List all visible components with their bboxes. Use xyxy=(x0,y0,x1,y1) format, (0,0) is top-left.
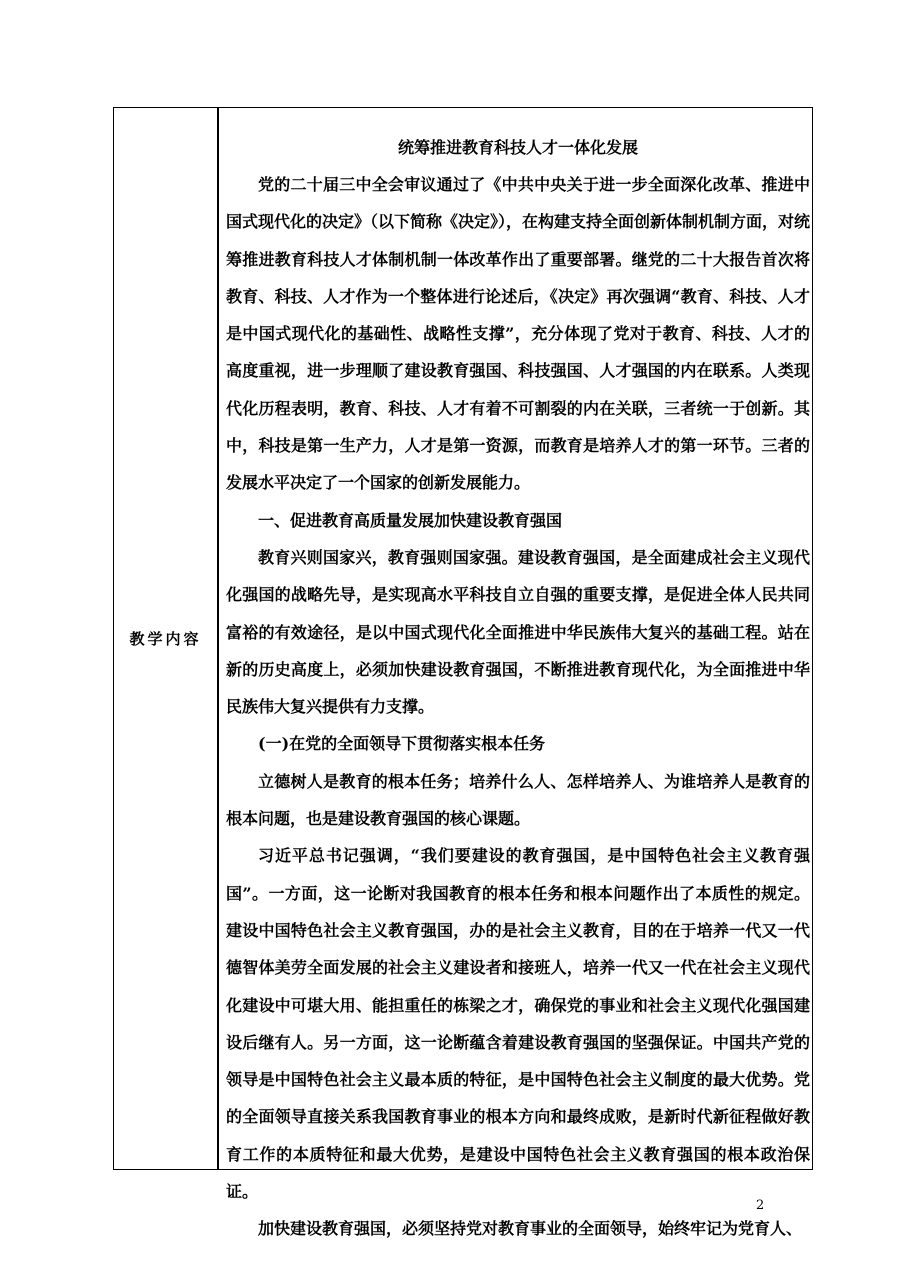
label-cell xyxy=(114,108,217,1169)
column-divider xyxy=(217,108,219,1169)
paragraph-fundamental-task: 立德树人是教育的根本任务；培养什么人、怎样培养人、为谁培养人是教育的根本问题，也是建设教育强国的核心课题。 xyxy=(226,771,810,829)
paragraph-xi-quote: 习近平总书记强调，“我们要建设的教育强国，是中国特色社会主义教育强国”。一方面，这一论断对我国教育的根本任务和根本问题作出了本质性的规定。建设中国特色社会主义教育强国，办的是社会主义教育，目的在于培养一代又一代德智体美劳全面发展的社会主义建设者和接班人，培养一代又一代在社会主义现代化建设中可堪大用、能担重任的栋梁之才，确保党的事业和社会主义现代化强国建设后继有人。另一方面，这一论断蕴含着建设教育强国的坚强保证。中国共产党的领导是中国特色社会主义最本质的特征，是中国特色社会主义制度的最大优势。党的全面领导直接关系我国教育事业的根本方向和最终成败，是新时代新征程做好教育工作的本质特征和最大优势，是建设中国特色社会主义教育强国的根本政治保证。 xyxy=(226,846,810,1202)
lesson-table xyxy=(113,107,813,1239)
paragraph-education-power: 教育兴则国家兴，教育强则国家强。建设教育强国，是全面建成社会主义现代化强国的战略先导，是实现高水平科技自立自强的重要支撑，是促进全体人民共同富裕的有效途径，是以中国式现代化全面推进中华民族伟大复兴的基础工程。站在新的历史高度上，必须加快建设教育强国，不断推进教育现代化，为全面推进中华民族伟大复兴提供有力支撑。 xyxy=(226,547,810,717)
section-heading-1: 一、促进教育高质量发展加快建设教育强国 xyxy=(258,510,563,530)
content-cell xyxy=(226,130,810,1248)
row-label: 教学内容 xyxy=(129,630,202,648)
article-title: 统筹推进教育科技人才一体化发展 xyxy=(397,138,638,157)
subsection-heading-1: (一)在党的全面领导下贯彻落实根本任务 xyxy=(258,734,546,754)
paragraph-party-leadership: 加快建设教育强国，必须坚持党对教育事业的全面领导，始终牢记为党育人、 xyxy=(258,1219,803,1239)
paragraph-intro: 党的二十届三中全会审议通过了《中共中央关于进一步全面深化改革、推进中国式现代化的决定》（以下简称《决定》），在构建支持全面创新体制机制方面，对统筹推进教育科技人才体制机制一体改革作出了重要部署。继党的二十大报告首次将教育、科技、人才作为一个整体进行论述后，《决定》再次强调“教育、科技、人才是中国式现代化的基础性、战略性支撑”，充分体现了党对于教育、科技、人才的高度重视，进一步理顺了建设教育强国、科技强国、人才强国的内在联系。人类现代化历程表明，教育、科技、人才有着不可割裂的内在关联，三者统一于创新。其中，科技是第一生产力，人才是第一资源，而教育是培养人才的第一环节。三者的发展水平决定了一个国家的创新发展能力。 xyxy=(226,175,811,493)
page-number: 2 xyxy=(756,1198,765,1213)
